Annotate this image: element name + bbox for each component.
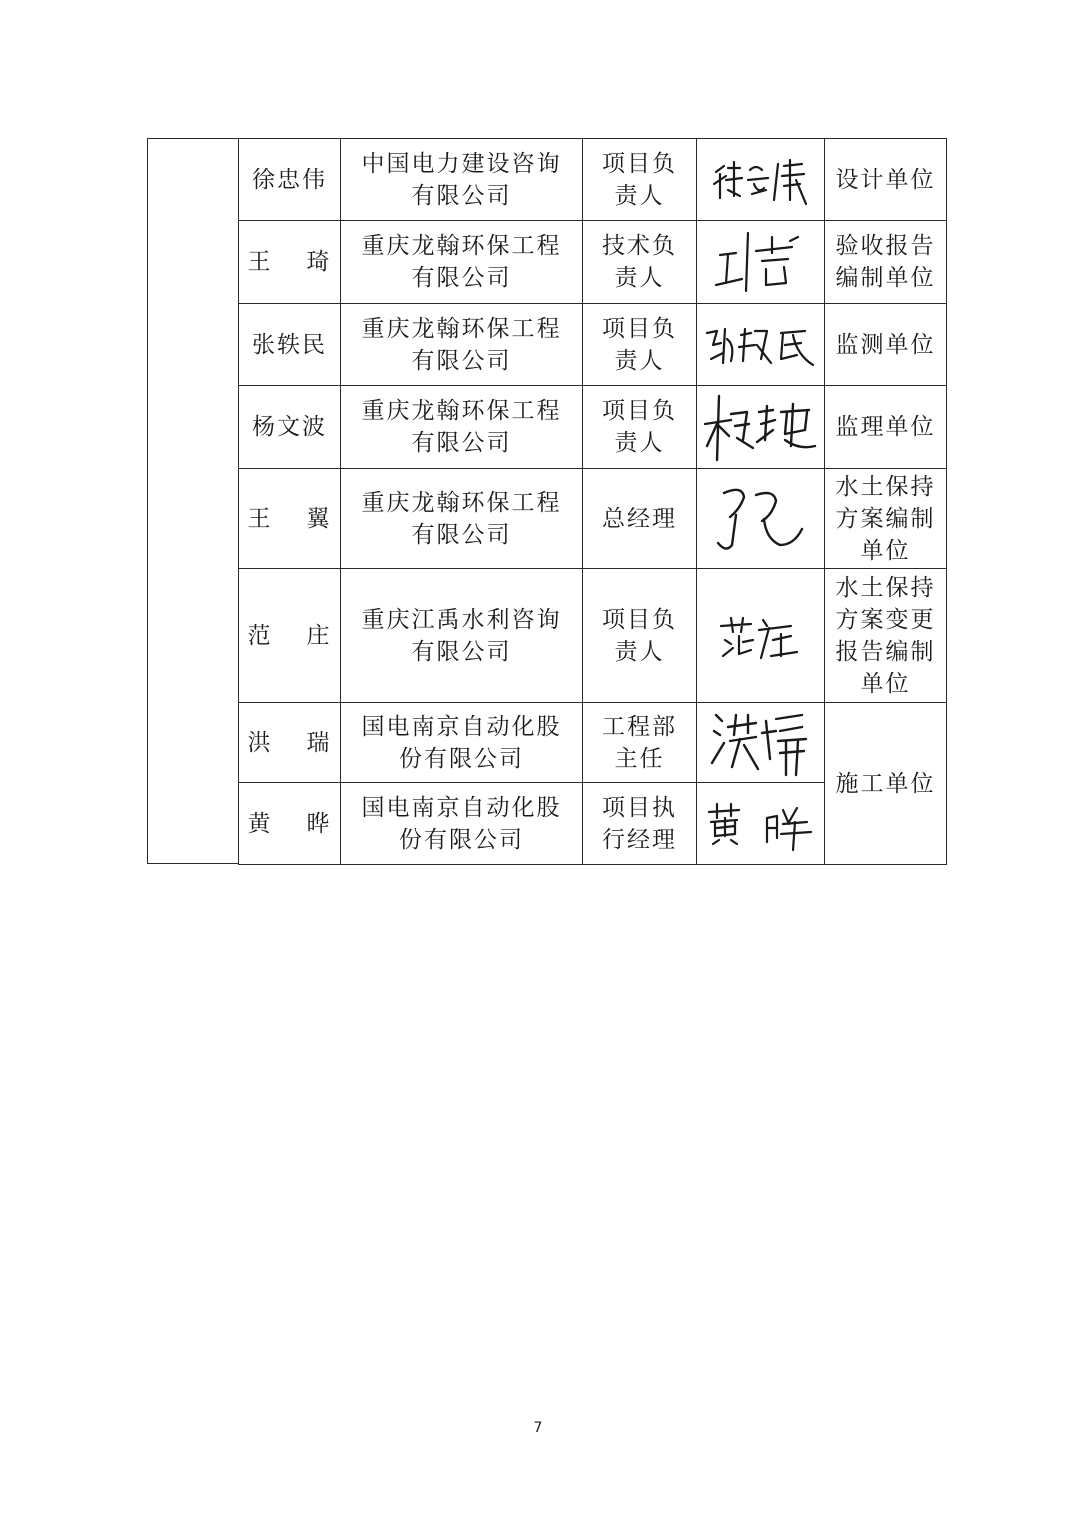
role-line: 项目执 <box>602 794 677 821</box>
role-cell <box>583 139 697 221</box>
company-line: 国电南京自动化股 <box>361 794 562 821</box>
name-cell <box>239 304 341 386</box>
company-line: 有限公司 <box>411 430 512 456</box>
company-line: 国电南京自动化股 <box>361 713 562 740</box>
table-row <box>239 221 947 304</box>
handwritten-signature <box>711 606 811 666</box>
unit-line: 方案编制 <box>835 505 936 532</box>
name-cell <box>239 569 341 703</box>
role-line: 工程部 <box>602 713 677 740</box>
signature-cell <box>697 139 825 221</box>
role-line: 责人 <box>614 638 665 665</box>
name-char: 晔 <box>306 810 332 837</box>
company-cell <box>341 469 583 569</box>
name-char: 民 <box>302 331 327 358</box>
company-line: 重庆龙翰环保工程 <box>361 233 562 259</box>
unit-cell <box>825 304 947 386</box>
company-cell <box>341 569 583 703</box>
table-left-merged-column <box>147 138 239 864</box>
role-line: 行经理 <box>602 826 677 853</box>
unit-cell <box>825 703 947 865</box>
unit-line: 报告编制 <box>835 638 936 665</box>
signature-cell <box>697 386 825 469</box>
signature-table <box>238 138 947 865</box>
signature-cell <box>697 703 825 783</box>
name-cell <box>239 783 341 865</box>
role-cell <box>583 783 697 865</box>
role-line: 技术负 <box>602 233 677 259</box>
role-cell <box>583 386 697 469</box>
unit-line: 施工单位 <box>835 770 936 797</box>
table-row <box>239 386 947 469</box>
name-char: 王 <box>247 505 273 532</box>
name-char: 翼 <box>306 505 332 532</box>
company-cell <box>341 703 583 783</box>
name-char: 瑞 <box>306 729 332 756</box>
role-line: 项目负 <box>602 315 677 342</box>
name-char: 忠 <box>277 166 302 193</box>
unit-line: 单位 <box>860 670 911 697</box>
name-char: 伟 <box>302 166 327 193</box>
unit-cell <box>825 221 947 304</box>
unit-line: 单位 <box>860 537 911 564</box>
signature-cell <box>697 221 825 304</box>
unit-line: 监理单位 <box>835 414 936 440</box>
unit-line: 监测单位 <box>835 331 936 358</box>
role-cell <box>583 304 697 386</box>
name-char: 张 <box>252 331 277 358</box>
company-line: 有限公司 <box>411 638 512 665</box>
handwritten-signature <box>706 705 816 781</box>
handwritten-signature <box>706 479 816 559</box>
unit-cell <box>825 139 947 221</box>
name-cell <box>239 469 341 569</box>
role-line: 责人 <box>614 430 665 456</box>
name-char: 文 <box>277 414 302 440</box>
role-cell <box>583 569 697 703</box>
company-line: 重庆龙翰环保工程 <box>361 489 562 516</box>
table-row <box>239 569 947 703</box>
company-line: 有限公司 <box>411 265 512 291</box>
role-line: 主任 <box>614 745 665 772</box>
name-char: 庄 <box>306 622 332 649</box>
unit-line: 编制单位 <box>835 265 936 291</box>
signature-cell <box>697 469 825 569</box>
company-line: 份有限公司 <box>399 745 524 772</box>
company-line: 份有限公司 <box>399 826 524 853</box>
table-row <box>239 469 947 569</box>
signature-cell <box>697 783 825 865</box>
company-line: 重庆龙翰环保工程 <box>361 315 562 342</box>
name-char: 洪 <box>247 729 273 756</box>
role-line: 总经理 <box>602 505 677 532</box>
unit-line: 设计单位 <box>835 166 936 193</box>
signature-cell <box>697 569 825 703</box>
signature-cell <box>697 304 825 386</box>
role-cell <box>583 469 697 569</box>
table-row <box>239 304 947 386</box>
role-line: 项目负 <box>602 398 677 424</box>
table-row <box>239 139 947 221</box>
name-char: 波 <box>302 414 327 440</box>
name-cell <box>239 386 341 469</box>
role-line: 责人 <box>614 347 665 374</box>
handwritten-signature <box>701 315 821 375</box>
name-char: 黄 <box>247 810 273 837</box>
handwritten-signature <box>706 150 816 210</box>
name-char: 轶 <box>277 331 302 358</box>
name-char: 王 <box>247 249 273 275</box>
unit-cell <box>825 569 947 703</box>
role-line: 责人 <box>614 182 665 209</box>
company-line: 中国电力建设咨询 <box>361 150 562 177</box>
unit-line: 方案变更 <box>835 606 936 633</box>
name-cell <box>239 221 341 304</box>
name-cell <box>239 703 341 783</box>
role-line: 项目负 <box>602 150 677 177</box>
role-line: 责人 <box>614 265 665 291</box>
role-cell <box>583 703 697 783</box>
company-cell <box>341 783 583 865</box>
company-line: 有限公司 <box>411 347 512 374</box>
name-char: 杨 <box>252 414 277 440</box>
page-number: 7 <box>533 1420 543 1436</box>
name-char: 范 <box>247 622 273 649</box>
unit-cell <box>825 469 947 569</box>
company-cell <box>341 139 583 221</box>
company-cell <box>341 304 583 386</box>
company-line: 重庆江禹水利咨询 <box>361 606 562 633</box>
company-cell <box>341 221 583 304</box>
role-line: 项目负 <box>602 606 677 633</box>
company-line: 有限公司 <box>411 521 512 548</box>
unit-line: 水土保持 <box>835 574 936 601</box>
unit-line: 验收报告 <box>835 233 936 259</box>
company-cell <box>341 386 583 469</box>
unit-line: 水土保持 <box>835 473 936 500</box>
handwritten-signature <box>699 794 823 854</box>
name-cell <box>239 139 341 221</box>
name-char: 琦 <box>306 249 332 275</box>
table-row <box>239 703 947 783</box>
handwritten-signature <box>706 227 816 297</box>
handwritten-signature <box>701 390 821 464</box>
name-char: 徐 <box>252 166 277 193</box>
company-line: 有限公司 <box>411 182 512 209</box>
unit-cell <box>825 386 947 469</box>
role-cell <box>583 221 697 304</box>
company-line: 重庆龙翰环保工程 <box>361 398 562 424</box>
